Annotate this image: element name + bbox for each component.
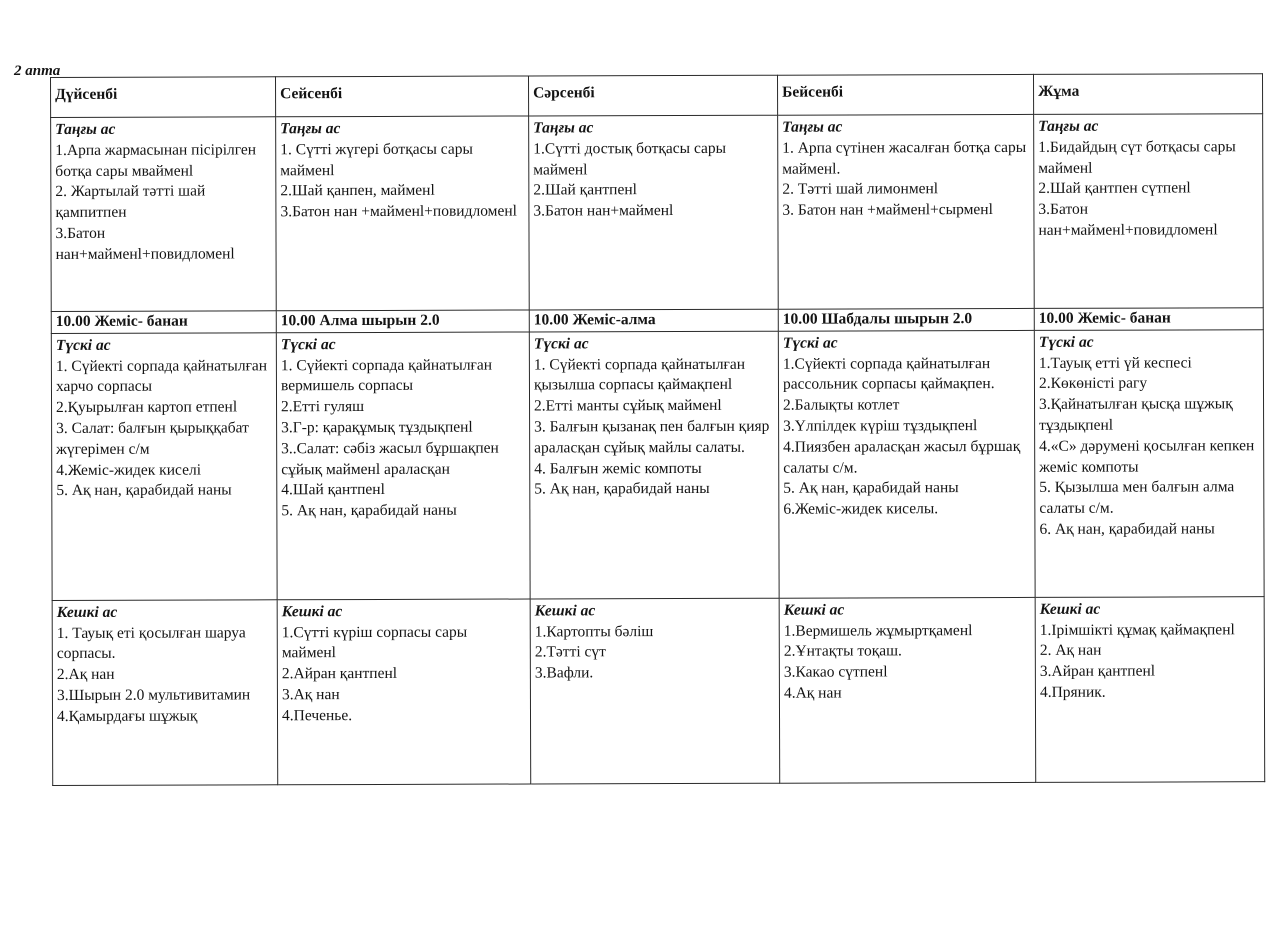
dinner-cell — [277, 599, 531, 785]
breakfast-item: 3.Батон нан+майменl+повидломенl — [55, 224, 235, 263]
lunch-title: Түскі ас — [55, 336, 111, 354]
dinner-row — [52, 596, 1265, 785]
breakfast-title: Таңғы ас — [280, 120, 341, 138]
breakfast-row — [51, 114, 1264, 312]
dinner-title: Кешкі ас — [1039, 600, 1101, 618]
lunch-item: 5. Ақ нан, қарабидай наны — [56, 481, 232, 500]
lunch-cell — [778, 330, 1035, 598]
lunch-item: 1. Сүйекті сорпада қайнатылған қызылша сорпасы қаймақпенl — [533, 355, 746, 394]
dinner-item: 2.Тәтті сүт — [534, 643, 606, 661]
days-header-row — [51, 74, 1263, 118]
day-header: Жұма — [1033, 74, 1262, 115]
dinner-item: 1.Ірімшікті құмақ қаймақпенl — [1039, 620, 1235, 639]
breakfast-item: 1.Бидайдың сүт ботқасы сары майменl — [1038, 138, 1236, 177]
breakfast-item: 3. Батон нан +майменl+сырменl — [782, 201, 993, 219]
lunch-item: 3.Үлпілдек күріш тұздықпенl — [783, 417, 978, 435]
lunch-cell — [276, 332, 530, 600]
snack-cell: 10.00 Жеміс-алма — [529, 309, 778, 332]
lunch-item: 3.Г-р: қарақұмық тұздықпенl — [281, 418, 473, 437]
dinner-item: 3.Какао сүтпенl — [783, 663, 888, 681]
lunch-title: Түскі ас — [782, 334, 838, 352]
dinner-title: Кешкі ас — [534, 602, 596, 620]
lunch-item: 3. Салат: балғын қырыққабат жүгерімен с/м — [56, 419, 249, 458]
lunch-item: 2.Қуырылған картоп етпенl — [56, 398, 238, 417]
breakfast-item: 2. Жартылай тәтті шай қампитпен — [55, 182, 206, 222]
dinner-item: 3.Вафли. — [534, 664, 594, 682]
day-header: Дүйсенбі — [51, 77, 276, 118]
dinner-item: 4.Пряник. — [1039, 683, 1106, 701]
dinner-item: 2.Айран қантпенl — [281, 665, 398, 683]
breakfast-cell — [51, 117, 277, 312]
dinner-item: 2. Ақ нан — [1039, 642, 1102, 660]
lunch-item: 4. Балғын жеміс компоты — [534, 459, 702, 478]
lunch-item: 2.Көкөністі рагу — [1038, 374, 1148, 393]
breakfast-item: 1. Арпа сүтінен жасалған ботқа сары майменl. — [782, 138, 1027, 178]
lunch-item: 1. Сүйекті сорпада қайнатылған харчо сорпасы — [55, 356, 268, 396]
lunch-title: Түскі ас — [280, 335, 336, 354]
snack-row — [51, 308, 1263, 334]
lunch-item: 5. Ақ нан, қарабидай наны — [534, 480, 710, 498]
breakfast-item: 2. Тәтті шай лимонменl — [782, 180, 939, 199]
lunch-cell — [529, 331, 779, 599]
breakfast-item: 1.Арпа жармасынан пісірілген ботқа сары мвайменl — [55, 141, 257, 180]
breakfast-cell — [778, 114, 1035, 309]
dinner-item: 4.Ақ нан — [783, 684, 842, 702]
breakfast-item: 2.Шай қантпен сүтпенl — [1038, 179, 1191, 198]
lunch-row — [51, 329, 1264, 600]
dinner-item: 3.Ақ нан — [281, 686, 340, 704]
dinner-cell — [1035, 596, 1265, 782]
snack-cell: 10.00 Алма шырын 2.0 — [276, 310, 529, 333]
dinner-item: 3.Шырын 2.0 мультивитамин — [56, 686, 251, 704]
breakfast-item: 2.Шай қантпенl — [533, 181, 637, 199]
lunch-title: Түскі ас — [533, 335, 589, 353]
lunch-item: 2.Етті манты сұйық майменl — [534, 397, 722, 415]
breakfast-title: Таңғы ас — [782, 118, 843, 136]
dinner-title: Кешкі ас — [281, 602, 343, 621]
dinner-item: 4.Печенье. — [281, 706, 353, 725]
dinner-cell — [52, 600, 278, 786]
lunch-item: 1. Сүйекті сорпада қайнатылған вермишель сорпасы — [280, 356, 493, 395]
dinner-item: 4.Қамырдағы шұжық — [56, 707, 198, 725]
snack-cell: 10.00 Жеміс- банан — [1034, 308, 1263, 331]
week-label: 2 апта — [14, 63, 61, 79]
breakfast-item: 3.Батон нан+майменl+повидломенl — [1038, 200, 1218, 239]
breakfast-title: Таңғы ас — [1038, 117, 1099, 135]
lunch-item: 3. Балғын қызанақ пен балғын қияр араласқан сұйық майлы салаты. — [534, 417, 770, 457]
snack-cell: 10.00 Жеміс- банан — [51, 311, 276, 334]
lunch-item: 6. Ақ нан, қарабидай наны — [1039, 520, 1215, 538]
dinner-item: 2.Ұнтақты тоқаш. — [783, 642, 902, 661]
lunch-item: 4.Пиязбен араласқан жасыл бұршақ салаты с/м. — [783, 437, 1021, 477]
breakfast-cell — [1034, 114, 1264, 309]
dinner-item: 1.Вермишель жұмыртқаменl — [783, 621, 973, 640]
lunch-item: 2.Етті гуляш — [281, 398, 365, 416]
lunch-item: 6.Жеміс-жидек киселы. — [783, 500, 939, 518]
dinner-item: 1.Сүтті күріш сорпасы сары майменl — [281, 623, 468, 662]
day-header: Сәрсенбі — [528, 75, 777, 116]
lunch-item: 2.Балықты котлет — [783, 396, 900, 414]
day-header: Сейсенбі — [276, 76, 529, 117]
lunch-cell — [1034, 329, 1264, 597]
weekly-menu-table — [50, 73, 1265, 786]
dinner-title: Кешкі ас — [56, 603, 118, 621]
breakfast-cell — [529, 115, 779, 310]
snack-cell: 10.00 Шабдалы шырын 2.0 — [778, 308, 1034, 331]
lunch-item: 1.Тауық етті үй кеспесі — [1038, 354, 1192, 372]
lunch-item: 4.Жеміс-жидек киселі — [56, 461, 202, 479]
lunch-item: 3.Қайнатылған қысқа шұжық тұздықпенl — [1039, 395, 1233, 434]
dinner-item: 3.Айран қантпенl — [1039, 662, 1156, 681]
dinner-item: 2.Ақ нан — [56, 665, 115, 684]
lunch-item: 4.Шай қантпенl — [281, 481, 385, 499]
breakfast-item: 1.Сүтті достық ботқасы сары майменl — [533, 139, 727, 179]
breakfast-title: Таңғы ас — [55, 120, 116, 138]
dinner-title: Кешкі ас — [783, 601, 845, 619]
lunch-item: 3..Салат: сәбіз жасыл бұршақпен сұйық майменl араласқан — [281, 439, 499, 478]
breakfast-item: 1. Сүтті жүгері ботқасы сары майменl — [280, 140, 473, 179]
dinner-item: 1.Картопты бәліш — [534, 622, 654, 641]
lunch-item: 5. Қызылша мен балғын алма салаты с/м. — [1039, 478, 1235, 518]
dinner-cell — [779, 597, 1036, 783]
breakfast-title: Таңғы ас — [533, 119, 594, 137]
lunch-title: Түскі ас — [1038, 333, 1094, 351]
breakfast-item: 3.Батон нан +майменl+повидломенl — [280, 202, 517, 221]
lunch-item: 4.«С» дәрумені қосылған кепкен жеміс компоты — [1039, 436, 1255, 476]
lunch-item: 1.Сүйекті сорпада қайнатылған рассольник сорпасы қаймақпен. — [782, 354, 995, 394]
dinner-item: 1. Тауық еті қосылған шаруа сорпасы. — [56, 623, 246, 663]
dinner-cell — [530, 598, 780, 784]
day-header: Бейсенбі — [777, 74, 1033, 115]
breakfast-item: 3.Батон нан+майменl — [533, 202, 674, 220]
breakfast-item: 2.Шай қанпен, майменl — [280, 182, 435, 200]
lunch-cell — [51, 333, 277, 601]
lunch-item: 5. Ақ нан, қарабидай наны — [783, 479, 959, 498]
breakfast-cell — [276, 116, 530, 311]
lunch-item: 5. Ақ нан, қарабидай наны — [281, 501, 457, 520]
